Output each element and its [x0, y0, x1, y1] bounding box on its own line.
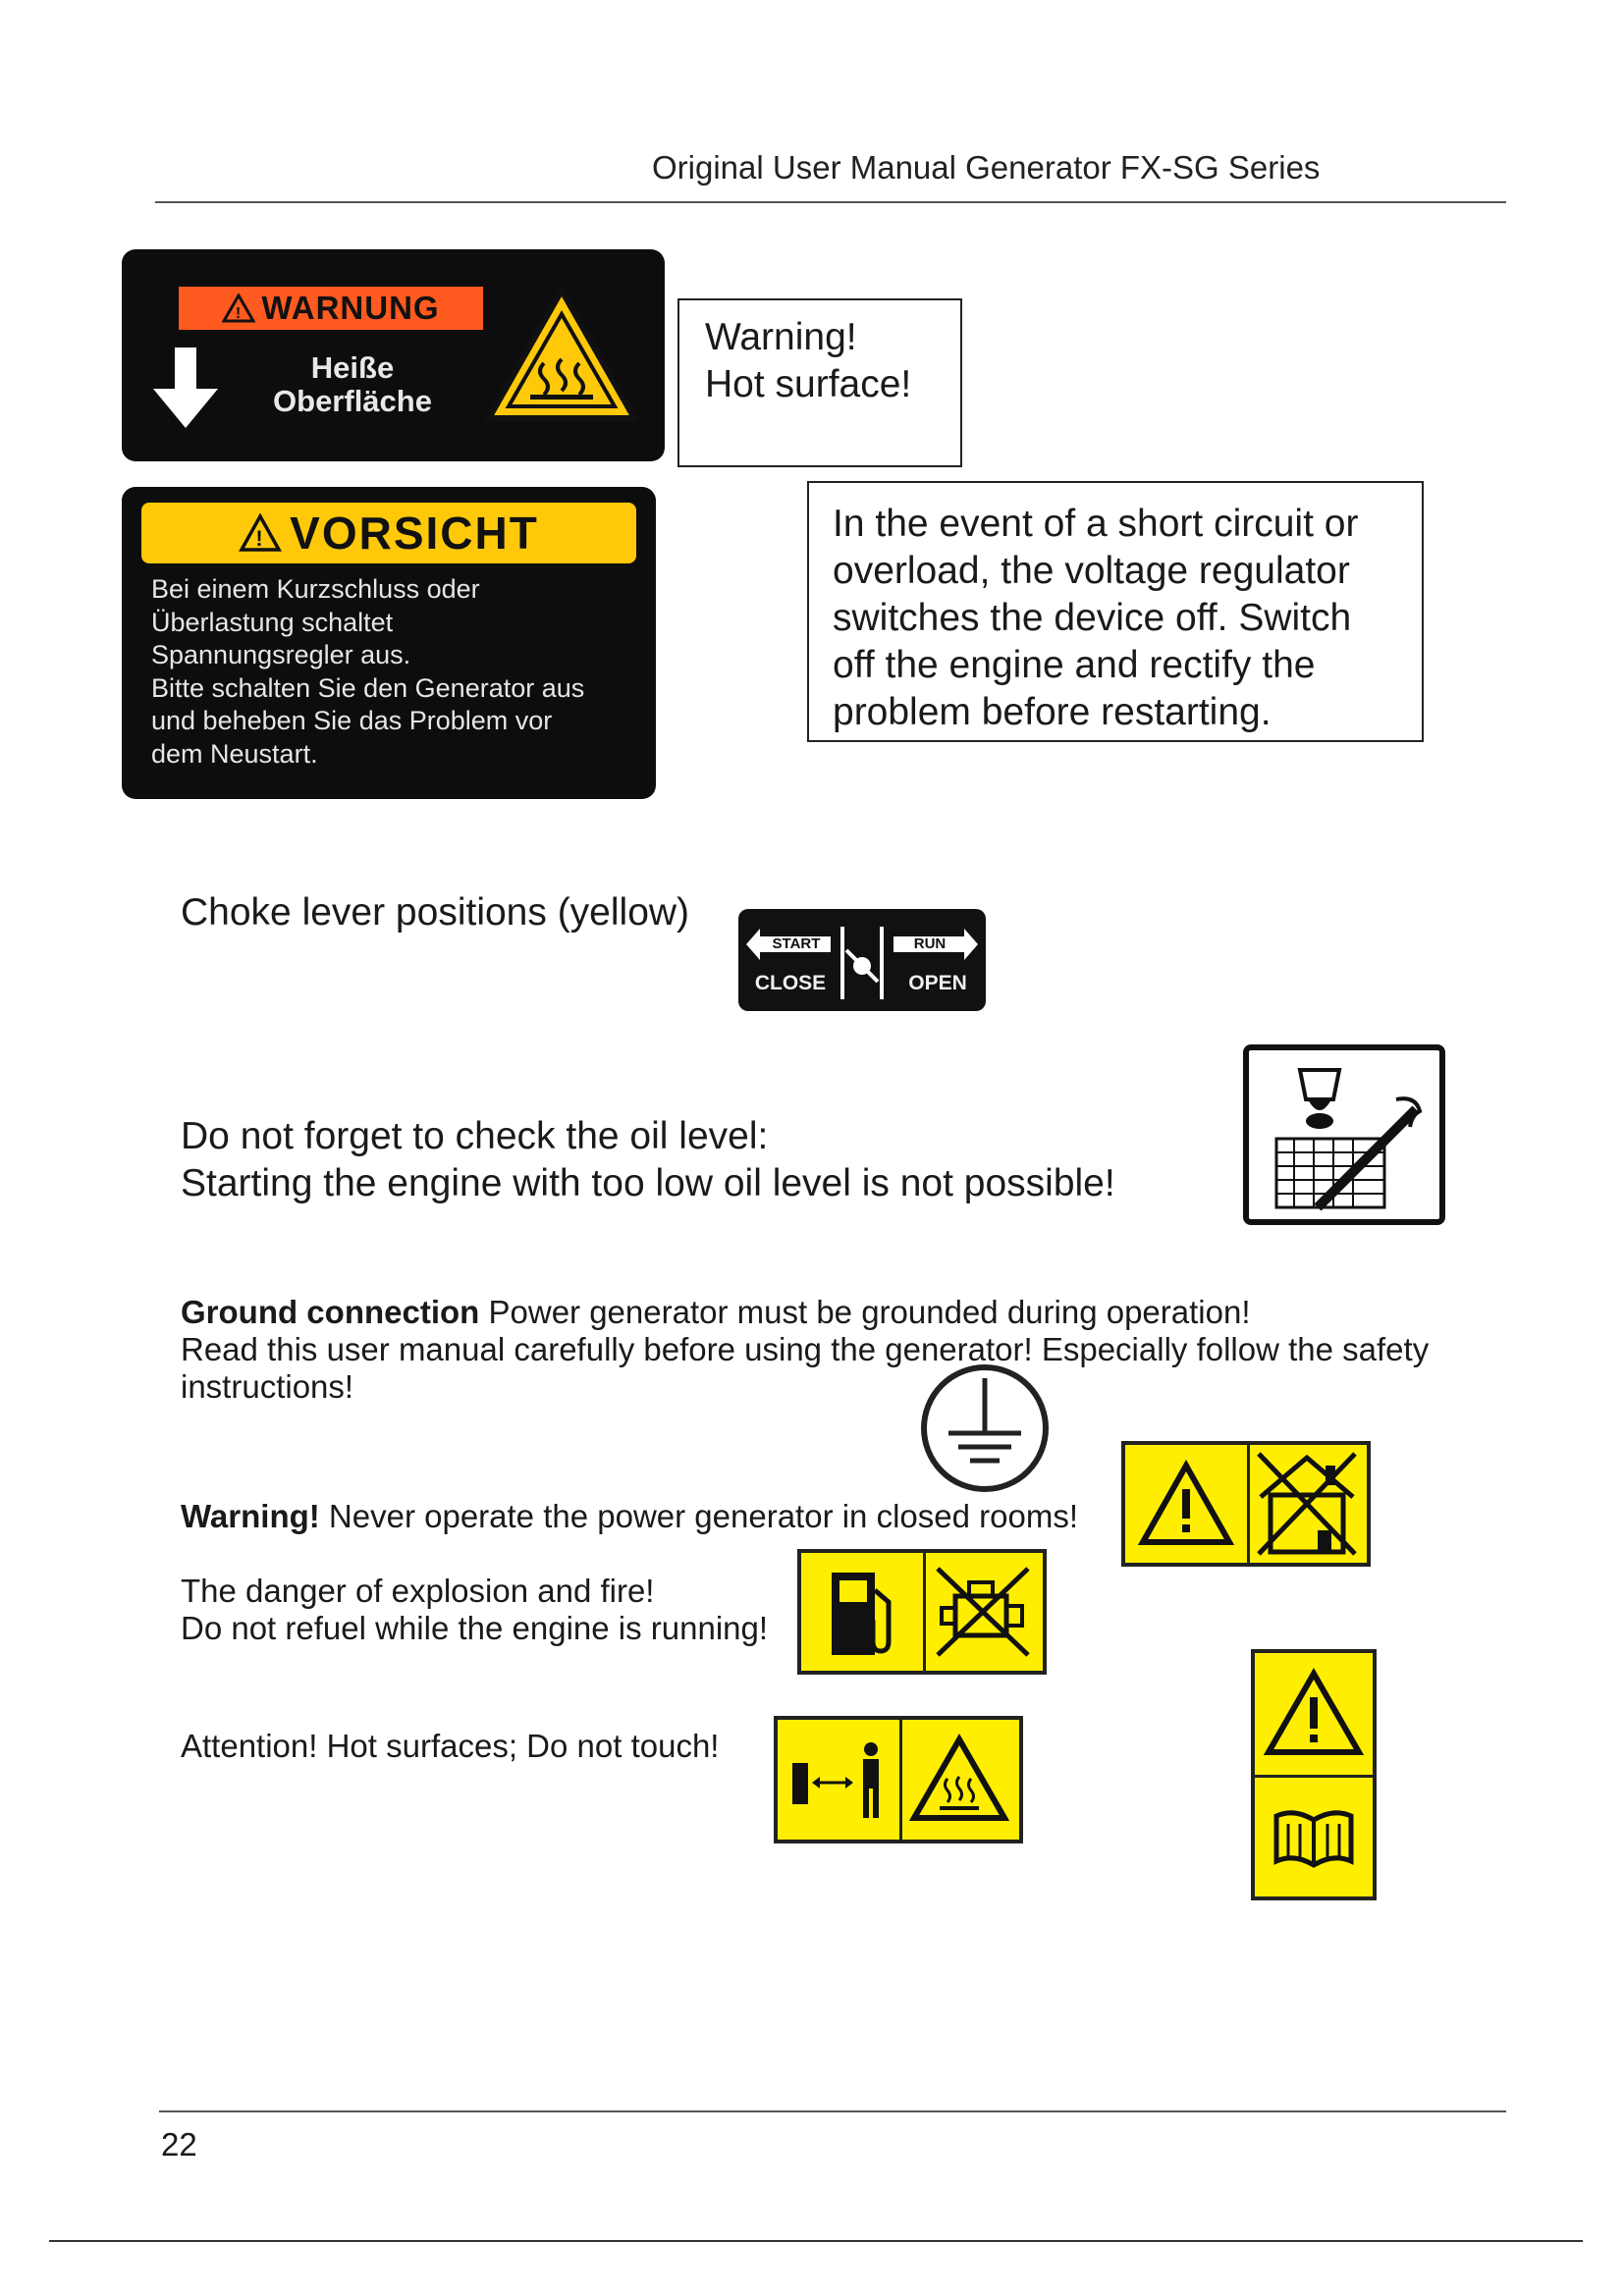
- read-manual-sign: [1251, 1649, 1377, 1900]
- warnung-line1: Heiße: [310, 350, 395, 385]
- vorsicht-line: und beheben Sie das Problem vor: [151, 706, 553, 735]
- down-arrow-icon: [151, 347, 220, 430]
- choke-lever-label: [738, 909, 986, 1011]
- warning-triangle-icon: [1125, 1445, 1250, 1563]
- vorsicht-banner-text: VORSICHT: [290, 507, 539, 559]
- warnung-line2: Oberfläche: [273, 384, 432, 418]
- explosion-line1: The danger of explosion and fire!: [181, 1573, 655, 1609]
- page-header-title: Original User Manual Generator FX-SG Series: [652, 149, 1321, 186]
- ground-line3: instructions!: [181, 1368, 354, 1405]
- closed-rooms-text: Never operate the power generator in closed rooms!: [319, 1498, 1078, 1534]
- short-circuit-line: switches the device off. Switch: [833, 597, 1352, 639]
- choke-run-label: RUN: [913, 935, 947, 952]
- choke-close-label: CLOSE: [754, 972, 827, 994]
- choke-open-label: OPEN: [908, 972, 967, 994]
- small-warning-triangle-icon: [222, 294, 255, 323]
- choke-text: Choke lever positions (yellow): [181, 891, 690, 934]
- vorsicht-banner: [141, 503, 636, 563]
- ground-text: Power generator must be grounded during operation!: [479, 1294, 1251, 1330]
- hot-surface-textbox: [677, 298, 962, 467]
- vorsicht-line: Bei einem Kurzschluss oder: [151, 574, 480, 604]
- warning-triangle-icon: [1255, 1653, 1373, 1778]
- svg-text:!: !: [236, 305, 243, 322]
- oil-line1: Do not forget to check the oil level:: [181, 1115, 769, 1157]
- hot-surface-warning-icon: [899, 1720, 1019, 1840]
- manual-book-icon: [1255, 1775, 1373, 1896]
- warnung-label: [122, 249, 665, 461]
- attention-text: Attention! Hot surfaces; Do not touch!: [181, 1728, 720, 1764]
- page-bottom-divider: [49, 2240, 1583, 2242]
- vorsicht-label: [122, 487, 656, 799]
- oil-check-icon: [1243, 1044, 1445, 1225]
- no-closed-room-icon: [1247, 1445, 1367, 1563]
- header-divider: [155, 201, 1506, 203]
- short-circuit-line: overload, the voltage regulator: [833, 550, 1350, 592]
- short-circuit-line: In the event of a short circuit or: [833, 503, 1359, 545]
- small-warning-triangle-icon: [239, 513, 282, 553]
- warnung-banner: [179, 287, 483, 330]
- no-engine-running-icon: [923, 1553, 1043, 1671]
- closed-rooms-title: Warning!: [181, 1498, 320, 1534]
- warnung-banner-text: WARNUNG: [261, 290, 440, 326]
- keep-distance-icon: [778, 1720, 902, 1840]
- vorsicht-line: dem Neustart.: [151, 738, 318, 769]
- footer-divider: [159, 2110, 1506, 2112]
- hot-surface-triangle-icon: [483, 285, 640, 424]
- short-circuit-textbox: [807, 481, 1424, 742]
- closed-rooms-sign: [1121, 1441, 1371, 1567]
- oil-line2: Starting the engine with too low oil level is not possible!: [181, 1162, 1115, 1204]
- explosion-line2: Do not refuel while the engine is running!: [181, 1610, 769, 1646]
- hot-surface-line2: Hot surface!: [705, 363, 912, 405]
- svg-text:!: !: [255, 526, 265, 551]
- choke-symbol-icon: [738, 909, 986, 1011]
- ground-symbol-icon: [919, 1362, 1051, 1494]
- ground-title: Ground connection: [181, 1294, 480, 1330]
- short-circuit-line: off the engine and rectify the: [833, 644, 1316, 686]
- ground-line2: Read this user manual carefully before using the generator! Especially follow the safety: [181, 1331, 1430, 1367]
- vorsicht-line: Bitte schalten Sie den Generator aus: [151, 672, 585, 703]
- vorsicht-line: Überlastung schaltet: [151, 607, 394, 637]
- no-refuel-sign: [797, 1549, 1047, 1675]
- vorsicht-line: Spannungsregler aus.: [151, 640, 411, 669]
- choke-start-label: START: [772, 935, 821, 952]
- short-circuit-line: problem before restarting.: [833, 691, 1272, 733]
- fuel-pump-icon: [801, 1553, 926, 1671]
- hot-surface-distance-sign: [774, 1716, 1023, 1843]
- hot-surface-line1: Warning!: [705, 316, 857, 358]
- page-number: 22: [161, 2126, 197, 2163]
